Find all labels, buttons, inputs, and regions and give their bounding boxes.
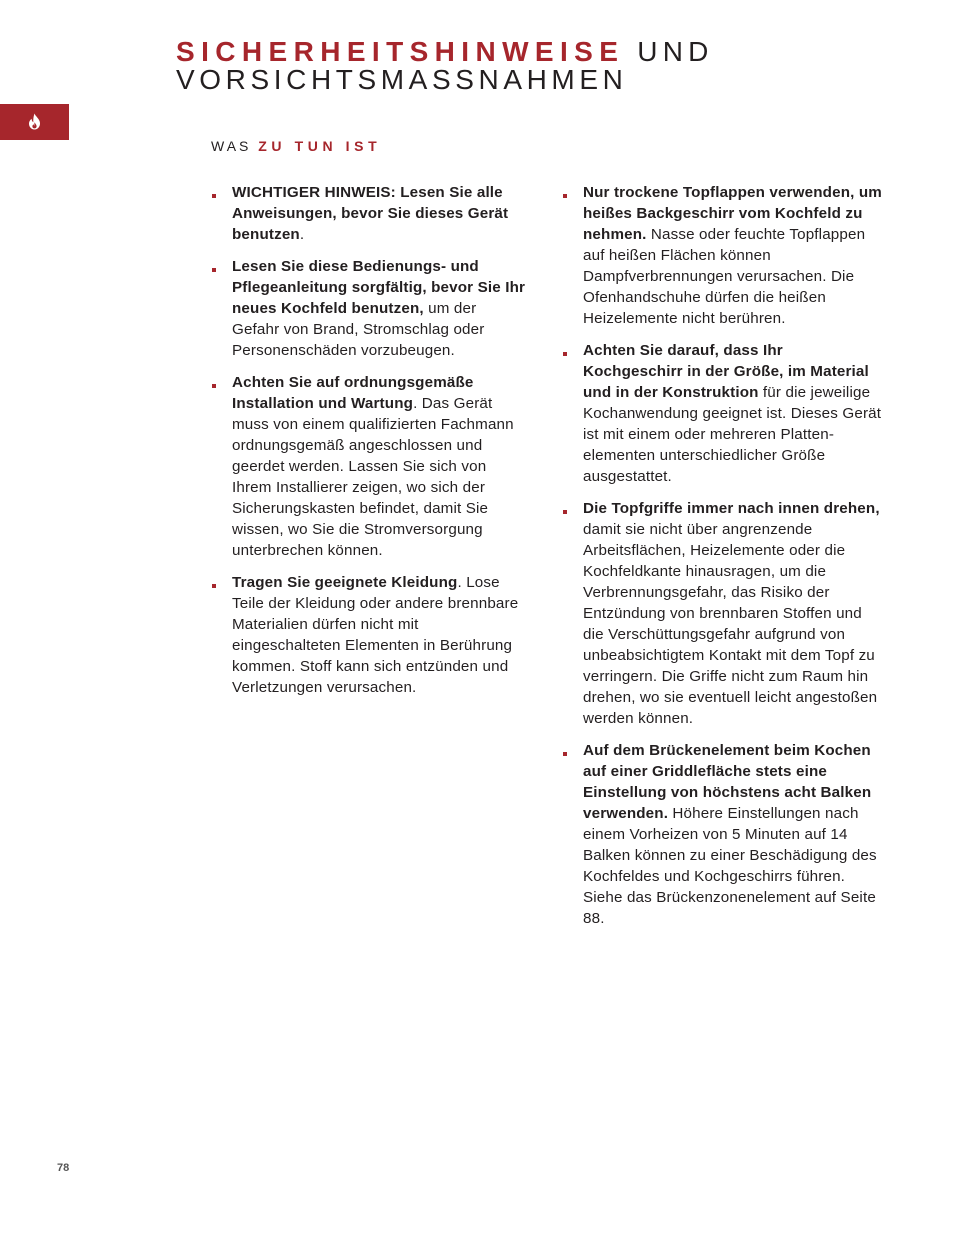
list-item <box>563 182 885 329</box>
page-title <box>176 38 714 94</box>
item-text: um der Gefahr von Brand, Stromschlag oder Personenschäden vorzubeugen. <box>232 300 485 359</box>
bullet-icon <box>212 584 216 588</box>
list-item <box>212 182 527 245</box>
item-text: für die jeweilige Kochanwendung geeignet ist. Dieses Gerät ist mit einem oder mehreren Plattenelementen unterschiedlicher Größe ausgestattet. <box>583 384 882 485</box>
bullet-icon <box>563 194 567 198</box>
item-text: . Das Gerät muss von einem qualifizierten Fachmann ordnungsgemäß angeschlossen und geerdet werden. Lassen Sie sich von Ihrem Installierer zeigen, wo sich der Sicherungskasten befindet, damit Sie wissen, wo Sie die Stromversorgung unterbrechen können. <box>232 395 514 559</box>
item-bold-text: Achten Sie auf ordnungsgemäße Installation und Wartung <box>232 374 474 412</box>
page-title-highlight: SICHERHEITSHINWEISE <box>176 36 625 67</box>
page-title-rest: UND <box>624 36 714 67</box>
list-item <box>563 740 885 929</box>
bullet-icon <box>563 510 567 514</box>
item-text: . <box>299 226 305 243</box>
item-bold-text: Lesen Sie diese Bedienungs- und Pflegeanleitung sorgfältig, bevor Sie Ihr neues Kochfeld benutzen, <box>232 258 526 317</box>
bullet-icon <box>212 384 216 388</box>
item-text: . Lose Teile der Kleidung oder andere brennbare Materialien dürfen nicht mit eingeschalteten Elementen in Berührung kommen. Stoff kann sich entzünden und Verletzungen verursachen. <box>232 574 519 696</box>
list-item <box>563 340 885 487</box>
left-column-list <box>212 182 527 709</box>
right-column-list <box>563 182 885 940</box>
item-bold-text: Tragen Sie geeignete Kleidung <box>232 574 458 591</box>
list-item <box>212 572 527 698</box>
item-text: Höhere Einstellungen nach einem Vorheizen von 5 Minuten auf 14 Balken können zu einer Beschädigung des Kochfeldes und Kochgeschirrs führen. Siehe das Brückenzonenelement auf Seite 88. <box>583 805 877 927</box>
list-item <box>212 256 527 361</box>
bullet-icon <box>563 352 567 356</box>
section-heading-prefix: WAS <box>211 138 259 154</box>
item-text: damit sie nicht über angrenzende Arbeitsflächen, Heizelemente oder die Kochfeldkante hinausragen, um die Verbrennungsgefahr, das Risiko der Entzündung von brennbaren Stoffen und die Verschüttungsgefahr aufgrund von unbeabsichtigtem Kontakt mit dem Topf zu verringern. Die Griffe nicht zum Raum hin drehen, wo sie eventuell leicht angestoßen werden können. <box>583 521 878 727</box>
section-heading <box>211 138 381 154</box>
item-bold-text: Die Topfgriffe immer nach innen drehen, <box>583 500 880 517</box>
bullet-icon <box>563 752 567 756</box>
item-bold-text: WICHTIGER HINWEIS: Lesen Sie alle Anweisungen, bevor Sie dieses Gerät benutzen <box>232 184 509 243</box>
item-bold-text: Auf dem Brückenelement beim Kochen auf einer Griddlefläche stets eine Einstellung von höchstens acht Balken verwenden. <box>583 742 872 822</box>
item-bold-text: Nur trockene Topflappen verwenden, um heißes Backgeschirr vom Kochfeld zu nehmen. <box>583 184 882 243</box>
section-tab <box>0 104 69 140</box>
item-text: Nasse oder feuchte Topflappen auf heißen Flächen können Dampfverbrennungen verursachen. Die Ofenhandschuhe dürfen die heißen Heizelemente nicht berühren. <box>583 226 866 327</box>
list-item <box>212 372 527 561</box>
item-bold-text: Achten Sie darauf, dass Ihr Kochgeschirr in der Größe, im Material und in der Konstruktion <box>583 342 869 401</box>
section-heading-highlight: ZU TUN IST <box>258 138 382 154</box>
flame-icon <box>28 113 41 130</box>
bullet-icon <box>212 194 216 198</box>
page-title-line2: VORSICHTSMASSNAHMEN <box>176 64 628 95</box>
bullet-icon <box>212 268 216 272</box>
page-number: 78 <box>57 1162 70 1174</box>
list-item <box>563 498 885 729</box>
